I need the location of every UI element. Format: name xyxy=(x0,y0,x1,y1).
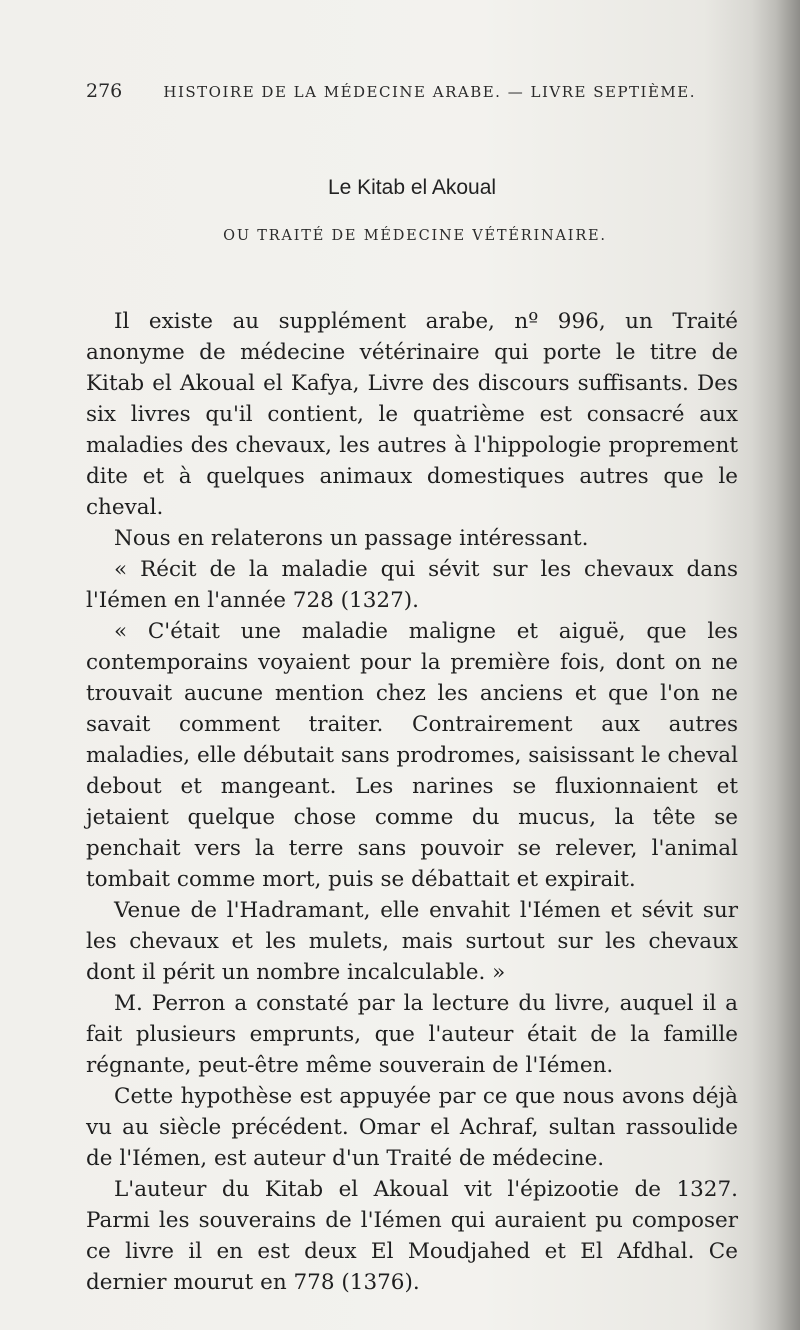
section-subtitle: OU TRAITÉ DE MÉDECINE VÉTÉRINAIRE. xyxy=(223,228,607,244)
paragraph: « Récit de la maladie qui sévit sur les chevaux dans l'Iémen en l'année 728 (1327). xyxy=(86,557,738,613)
section-title: Le Kitab el Akoual xyxy=(327,176,497,199)
paragraph: Cette hypothèse est appuyée par ce que nous avons déjà vu au siècle précédent. Omar el Achraf, sultan rassoulide de l'Iémen, est auteur d'un Traité de médecine. xyxy=(86,1084,738,1171)
paragraph: Il existe au supplément arabe, nº 996, un Traité anonyme de médecine vétérinaire qui porte le titre de Kitab el Akoual el Kafya, Livre des discours suffisants. Des six livres qu'il contient, le quatrième est consacré aux maladies des chevaux, les autres à l'hippologie proprement dite et à quelques animaux domestiques autres que le cheval. xyxy=(86,309,738,520)
paragraph: « C'était une maladie maligne et aiguë, que les contemporains voyaient pour la première fois, dont on ne trouvait aucune mention chez les anciens et que l'on ne savait comment traiter. Contrairement aux autres maladies, elle débutait sans prodromes, saisissant le cheval debout et mangeant. Les narines se fluxionnaient et jetaient quelque chose comme du mucus, la tête se penchait vers la terre sans pouvoir se relever, l'animal tombait comme mort, puis se débattait et expirait. xyxy=(86,619,738,892)
paragraph: M. Perron a constaté par la lecture du livre, auquel il a fait plusieurs emprunts, que l'auteur était de la famille régnante, peut-être même souverain de l'Iémen. xyxy=(86,991,738,1078)
running-header xyxy=(86,80,696,102)
paragraph: Nous en relaterons un passage intéressant. xyxy=(114,526,589,551)
body-text xyxy=(86,306,738,1298)
page-number: 276 xyxy=(86,80,123,102)
running-title: HISTOIRE DE LA MÉDECINE ARABE. — LIVRE SEPTIÈME. xyxy=(163,83,696,101)
paragraph: Venue de l'Hadramant, elle envahit l'Iémen et sévit sur les chevaux et les mulets, mais surtout sur les chevaux dont il périt un nombre incalculable. » xyxy=(86,898,738,985)
paragraph: L'auteur du Kitab el Akoual vit l'épizootie de 1327. Parmi les souverains de l'Iémen qui auraient pu composer ce livre il en est deux El Moudjahed et El Afdhal. Ce dernier mourut en 778 (1376). xyxy=(86,1177,738,1295)
